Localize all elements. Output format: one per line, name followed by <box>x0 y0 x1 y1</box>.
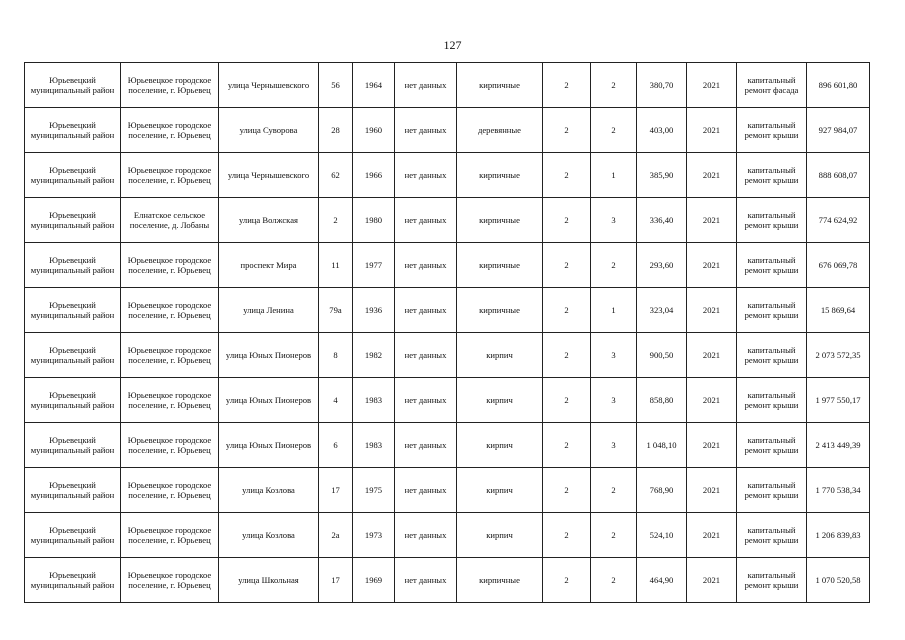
table-row <box>25 378 870 423</box>
district-cell: Юрьевецкий муниципальный район <box>25 63 121 108</box>
street-cell: улица Юных Пионеров <box>219 378 319 423</box>
district-cell: Юрьевецкий муниципальный район <box>25 513 121 558</box>
work-type-cell: капитальный ремонт крыши <box>737 558 807 603</box>
entrances-cell: 2 <box>591 513 637 558</box>
build-year-cell: 1980 <box>353 198 395 243</box>
area-cell: 464,90 <box>637 558 687 603</box>
district-cell: Юрьевецкий муниципальный район <box>25 423 121 468</box>
district-cell: Юрьевецкий муниципальный район <box>25 243 121 288</box>
housing-repair-table <box>24 62 870 603</box>
wall-material-cell: кирпич <box>457 513 543 558</box>
plan-year-cell: 2021 <box>687 288 737 333</box>
cost-cell: 1 770 538,34 <box>807 468 870 513</box>
settlement-cell: Юрьевецкое городское поселение, г. Юрьевец <box>121 243 219 288</box>
entrances-cell: 2 <box>591 468 637 513</box>
wall-material-cell: кирпич <box>457 468 543 513</box>
entrances-cell: 3 <box>591 423 637 468</box>
street-cell: улица Козлова <box>219 468 319 513</box>
build-year-cell: 1966 <box>353 153 395 198</box>
build-year-cell: 1969 <box>353 558 395 603</box>
table-row <box>25 153 870 198</box>
settlement-cell: Юрьевецкое городское поселение, г. Юрьевец <box>121 423 219 468</box>
settlement-cell: Юрьевецкое городское поселение, г. Юрьевец <box>121 288 219 333</box>
house-number-cell: 8 <box>319 333 353 378</box>
cost-cell: 774 624,92 <box>807 198 870 243</box>
floors-cell: 2 <box>543 63 591 108</box>
street-cell: улица Суворова <box>219 108 319 153</box>
house-number-cell: 28 <box>319 108 353 153</box>
work-type-cell: капитальный ремонт крыши <box>737 378 807 423</box>
build-year-cell: 1977 <box>353 243 395 288</box>
area-cell: 768,90 <box>637 468 687 513</box>
status-cell: нет данных <box>395 198 457 243</box>
floors-cell: 2 <box>543 558 591 603</box>
table-row <box>25 513 870 558</box>
plan-year-cell: 2021 <box>687 198 737 243</box>
area-cell: 385,90 <box>637 153 687 198</box>
area-cell: 336,40 <box>637 198 687 243</box>
house-number-cell: 79а <box>319 288 353 333</box>
wall-material-cell: кирпичные <box>457 153 543 198</box>
settlement-cell: Юрьевецкое городское поселение, г. Юрьевец <box>121 153 219 198</box>
wall-material-cell: кирпичные <box>457 558 543 603</box>
floors-cell: 2 <box>543 513 591 558</box>
status-cell: нет данных <box>395 468 457 513</box>
area-cell: 403,00 <box>637 108 687 153</box>
table-row <box>25 423 870 468</box>
wall-material-cell: кирпичные <box>457 243 543 288</box>
table-row <box>25 243 870 288</box>
cost-cell: 1 206 839,83 <box>807 513 870 558</box>
cost-cell: 1 977 550,17 <box>807 378 870 423</box>
status-cell: нет данных <box>395 153 457 198</box>
district-cell: Юрьевецкий муниципальный район <box>25 468 121 513</box>
wall-material-cell: деревянные <box>457 108 543 153</box>
house-number-cell: 17 <box>319 468 353 513</box>
wall-material-cell: кирпич <box>457 333 543 378</box>
settlement-cell: Юрьевецкое городское поселение, г. Юрьевец <box>121 378 219 423</box>
wall-material-cell: кирпичные <box>457 63 543 108</box>
district-cell: Юрьевецкий муниципальный район <box>25 333 121 378</box>
area-cell: 380,70 <box>637 63 687 108</box>
cost-cell: 927 984,07 <box>807 108 870 153</box>
floors-cell: 2 <box>543 108 591 153</box>
build-year-cell: 1983 <box>353 423 395 468</box>
area-cell: 1 048,10 <box>637 423 687 468</box>
floors-cell: 2 <box>543 423 591 468</box>
house-number-cell: 6 <box>319 423 353 468</box>
area-cell: 900,50 <box>637 333 687 378</box>
work-type-cell: капитальный ремонт крыши <box>737 333 807 378</box>
status-cell: нет данных <box>395 423 457 468</box>
plan-year-cell: 2021 <box>687 378 737 423</box>
floors-cell: 2 <box>543 468 591 513</box>
plan-year-cell: 2021 <box>687 63 737 108</box>
entrances-cell: 3 <box>591 333 637 378</box>
entrances-cell: 2 <box>591 108 637 153</box>
table-row <box>25 63 870 108</box>
build-year-cell: 1983 <box>353 378 395 423</box>
wall-material-cell: кирпичные <box>457 198 543 243</box>
work-type-cell: капитальный ремонт крыши <box>737 468 807 513</box>
build-year-cell: 1975 <box>353 468 395 513</box>
entrances-cell: 2 <box>591 63 637 108</box>
entrances-cell: 3 <box>591 378 637 423</box>
table-row <box>25 108 870 153</box>
table-row <box>25 333 870 378</box>
work-type-cell: капитальный ремонт крыши <box>737 423 807 468</box>
street-cell: улица Школьная <box>219 558 319 603</box>
table-row <box>25 288 870 333</box>
floors-cell: 2 <box>543 153 591 198</box>
house-number-cell: 11 <box>319 243 353 288</box>
house-number-cell: 62 <box>319 153 353 198</box>
plan-year-cell: 2021 <box>687 423 737 468</box>
work-type-cell: капитальный ремонт крыши <box>737 513 807 558</box>
entrances-cell: 3 <box>591 198 637 243</box>
house-number-cell: 56 <box>319 63 353 108</box>
area-cell: 293,60 <box>637 243 687 288</box>
work-type-cell: капитальный ремонт крыши <box>737 153 807 198</box>
cost-cell: 2 073 572,35 <box>807 333 870 378</box>
status-cell: нет данных <box>395 288 457 333</box>
house-number-cell: 17 <box>319 558 353 603</box>
settlement-cell: Юрьевецкое городское поселение, г. Юрьевец <box>121 558 219 603</box>
plan-year-cell: 2021 <box>687 558 737 603</box>
work-type-cell: капитальный ремонт крыши <box>737 108 807 153</box>
wall-material-cell: кирпич <box>457 423 543 468</box>
district-cell: Юрьевецкий муниципальный район <box>25 153 121 198</box>
plan-year-cell: 2021 <box>687 153 737 198</box>
cost-cell: 15 869,64 <box>807 288 870 333</box>
cost-cell: 888 608,07 <box>807 153 870 198</box>
status-cell: нет данных <box>395 108 457 153</box>
street-cell: улица Юных Пионеров <box>219 333 319 378</box>
street-cell: улица Козлова <box>219 513 319 558</box>
floors-cell: 2 <box>543 198 591 243</box>
street-cell: улица Чернышевского <box>219 153 319 198</box>
plan-year-cell: 2021 <box>687 333 737 378</box>
status-cell: нет данных <box>395 63 457 108</box>
settlement-cell: Юрьевецкое городское поселение, г. Юрьевец <box>121 333 219 378</box>
cost-cell: 2 413 449,39 <box>807 423 870 468</box>
wall-material-cell: кирпичные <box>457 288 543 333</box>
build-year-cell: 1960 <box>353 108 395 153</box>
cost-cell: 896 601,80 <box>807 63 870 108</box>
district-cell: Юрьевецкий муниципальный район <box>25 378 121 423</box>
settlement-cell: Юрьевецкое городское поселение, г. Юрьевец <box>121 63 219 108</box>
build-year-cell: 1936 <box>353 288 395 333</box>
floors-cell: 2 <box>543 243 591 288</box>
plan-year-cell: 2021 <box>687 468 737 513</box>
work-type-cell: капитальный ремонт фасада <box>737 63 807 108</box>
build-year-cell: 1964 <box>353 63 395 108</box>
entrances-cell: 1 <box>591 288 637 333</box>
status-cell: нет данных <box>395 243 457 288</box>
entrances-cell: 1 <box>591 153 637 198</box>
table-row <box>25 468 870 513</box>
entrances-cell: 2 <box>591 558 637 603</box>
plan-year-cell: 2021 <box>687 243 737 288</box>
work-type-cell: капитальный ремонт крыши <box>737 198 807 243</box>
floors-cell: 2 <box>543 333 591 378</box>
wall-material-cell: кирпич <box>457 378 543 423</box>
floors-cell: 2 <box>543 378 591 423</box>
cost-cell: 1 070 520,58 <box>807 558 870 603</box>
work-type-cell: капитальный ремонт крыши <box>737 288 807 333</box>
district-cell: Юрьевецкий муниципальный район <box>25 558 121 603</box>
status-cell: нет данных <box>395 378 457 423</box>
house-number-cell: 2 <box>319 198 353 243</box>
plan-year-cell: 2021 <box>687 108 737 153</box>
district-cell: Юрьевецкий муниципальный район <box>25 198 121 243</box>
district-cell: Юрьевецкий муниципальный район <box>25 288 121 333</box>
entrances-cell: 2 <box>591 243 637 288</box>
area-cell: 323,04 <box>637 288 687 333</box>
status-cell: нет данных <box>395 513 457 558</box>
street-cell: улица Чернышевского <box>219 63 319 108</box>
settlement-cell: Юрьевецкое городское поселение, г. Юрьевец <box>121 468 219 513</box>
floors-cell: 2 <box>543 288 591 333</box>
work-type-cell: капитальный ремонт крыши <box>737 243 807 288</box>
house-number-cell: 2а <box>319 513 353 558</box>
table-row <box>25 558 870 603</box>
build-year-cell: 1982 <box>353 333 395 378</box>
status-cell: нет данных <box>395 558 457 603</box>
area-cell: 858,80 <box>637 378 687 423</box>
street-cell: улица Ленина <box>219 288 319 333</box>
district-cell: Юрьевецкий муниципальный район <box>25 108 121 153</box>
street-cell: улица Волжская <box>219 198 319 243</box>
street-cell: проспект Мира <box>219 243 319 288</box>
settlement-cell: Елнатское сельское поселение, д. Лобаны <box>121 198 219 243</box>
settlement-cell: Юрьевецкое городское поселение, г. Юрьевец <box>121 513 219 558</box>
area-cell: 524,10 <box>637 513 687 558</box>
page-number: 127 <box>443 38 462 52</box>
table-row <box>25 198 870 243</box>
cost-cell: 676 069,78 <box>807 243 870 288</box>
status-cell: нет данных <box>395 333 457 378</box>
build-year-cell: 1973 <box>353 513 395 558</box>
house-number-cell: 4 <box>319 378 353 423</box>
plan-year-cell: 2021 <box>687 513 737 558</box>
settlement-cell: Юрьевецкое городское поселение, г. Юрьевец <box>121 108 219 153</box>
street-cell: улица Юных Пионеров <box>219 423 319 468</box>
table-body <box>25 63 870 603</box>
